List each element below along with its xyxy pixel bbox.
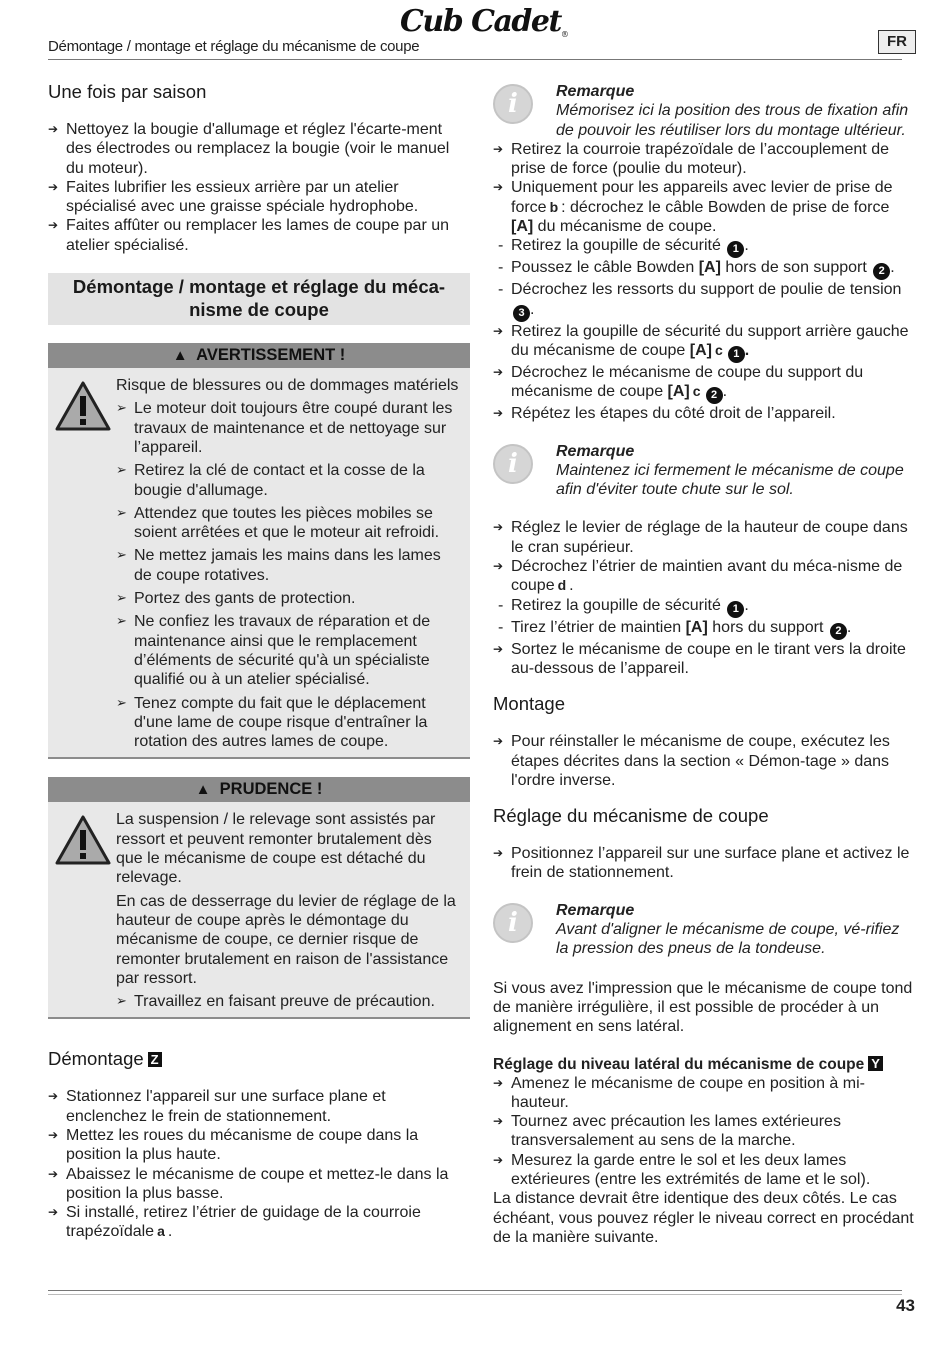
caution-text: La suspension / le relevage sont assistés par ressort et peuvent remonter brutalement dès que le mécanisme de coupe est détaché du relevage. bbox=[116, 811, 436, 887]
list-item: ➔ Décrochez l’étrier de maintien avant du méca-nisme de coupe d . bbox=[493, 557, 915, 596]
warning-item: ➢ Ne mettez jamais les mains dans les lames de coupe rotatives. bbox=[116, 546, 462, 585]
list-item: ➔ Répétez les étapes du côté droit de l’appareil. bbox=[493, 404, 915, 423]
warning-box bbox=[48, 343, 470, 759]
list-item: ➔ Retirez la courroie trapézoïdale de l’accouplement de prise de force (poulie du moteur). bbox=[493, 140, 915, 179]
list-item: ➔ Mesurez la garde entre le sol et les deux lames extérieures (entre les extrémités de lame et le sol). bbox=[493, 1151, 915, 1190]
list-item: ➔ Mettez les roues du mécanisme de coupe dans la position la plus haute. bbox=[48, 1126, 470, 1165]
figure-tag: d bbox=[557, 577, 567, 594]
lateral-title: Réglage du niveau latéral du mécanisme de coupe Y bbox=[493, 1055, 915, 1074]
list-item: ➔ Amenez le mécanisme de coupe en position à mi-hauteur. bbox=[493, 1074, 915, 1113]
warning-bar bbox=[48, 343, 470, 368]
warning-item: ➢ Ne confiez les travaux de réparation et de maintenance ainsi que le remplacement d’éléments de sécurité qu'à un spécialiste qualifié ou à un atelier spécialisé. bbox=[116, 612, 462, 689]
marker-1: 1 bbox=[727, 601, 744, 618]
info-icon: i bbox=[493, 444, 533, 484]
warning-intro: Risque de blessures ou de dommages matériels bbox=[116, 377, 459, 395]
paragraph: Si vous avez l'impression que le mécanisme de coupe tond de manière irrégulière, il est possible de procéder à un alignement en sens latéral. bbox=[493, 979, 913, 1036]
caution-label: PRUDENCE ! bbox=[219, 780, 323, 799]
caution-bar bbox=[48, 777, 470, 802]
marker-1: 1 bbox=[727, 241, 744, 258]
removal-title: Démontage Z bbox=[48, 1047, 470, 1071]
season-list bbox=[48, 120, 470, 255]
caution-item: ➢ Travaillez en faisant preuve de précaution. bbox=[116, 992, 462, 1011]
list-item: ➔ Réglez le levier de réglage de la hauteur de coupe dans le cran supérieur. bbox=[493, 518, 915, 557]
figure-letter-y: Y bbox=[868, 1056, 883, 1071]
paragraph: La distance devrait être identique des deux côtés. Le cas échéant, vous pouvez régler le niveau correct en procédant de la manière suivante. bbox=[493, 1190, 914, 1246]
list-item: ➔ Si installé, retirez l’étrier de guidage de la courroie trapézoïdale a . bbox=[48, 1203, 470, 1242]
info-icon: i bbox=[493, 84, 533, 124]
sub-item: - Poussez le câble Bowden [A] hors de son support 2 . bbox=[493, 258, 915, 280]
sub-item: - Tirez l’étrier de maintien [A] hors du support 2 . bbox=[493, 618, 915, 640]
sub-item: - Décrochez les ressorts du support de poulie de tension 3 . bbox=[493, 280, 915, 321]
footer-divider bbox=[48, 1290, 902, 1291]
warning-item: ➢ Retirez la clé de contact et la cosse de la bougie d'allumage. bbox=[116, 461, 462, 500]
caution-triangle-icon bbox=[54, 814, 112, 866]
note-title: Remarque bbox=[556, 83, 635, 100]
right-column bbox=[493, 78, 915, 1247]
warning-item: ➢ Le moteur doit toujours être coupé durant les travaux de maintenance et de nettoyage sur l’appareil. bbox=[116, 399, 462, 457]
list-item: ➔ Décrochez le mécanisme de coupe du support du mécanisme de coupe [A] c 2 . bbox=[493, 363, 915, 404]
list-item: ➔ Nettoyez la bougie d'allumage et réglez l'écarte-ment des électrodes ou remplacez la bougie (voir le manuel du moteur). bbox=[48, 120, 470, 178]
warning-triangle-icon bbox=[54, 380, 112, 432]
removal-steps bbox=[493, 140, 915, 424]
marker-3: 3 bbox=[513, 305, 530, 322]
warning-small-icon: ▲ bbox=[172, 347, 188, 365]
note-text: Maintenez ici fermement le mécanisme de coupe afin d'éviter toute chute sur le sol. bbox=[556, 461, 904, 499]
note-box bbox=[493, 442, 915, 500]
note-title: Remarque bbox=[556, 442, 635, 460]
figure-tag: c bbox=[715, 341, 723, 358]
list-item: ➔ Pour réinstaller le mécanisme de coupe, exécutez les étapes décrites dans la section « Démon-tage » dans l'ordre inverse. bbox=[493, 732, 915, 790]
warning-item: ➢ Tenez compte du fait que le déplacement d'une lame de coupe risque d'entraîner la rotation des autres lames de coupe. bbox=[116, 694, 462, 752]
section-label: Démontage / montage et réglage du mécanisme de coupe bbox=[48, 38, 420, 55]
list-item: ➔ Positionnez l’appareil sur une surface plane et activez le frein de stationnement. bbox=[493, 844, 915, 883]
adjust-title: Réglage du mécanisme de coupe bbox=[493, 805, 769, 827]
list-item: ➔ Uniquement pour les appareils avec levier de prise de force b : décrochez le câble Bowden de prise de force [A] du mécanisme de coupe. bbox=[493, 178, 915, 236]
note-box bbox=[493, 901, 915, 959]
header-divider bbox=[48, 59, 902, 60]
list-item: ➔ Retirez la goupille de sécurité du support arrière gauche du mécanisme de coupe [A] c 1 . bbox=[493, 322, 915, 363]
figure-tag: a bbox=[157, 1223, 165, 1240]
brand-logo: Cub Cadet® bbox=[400, 4, 568, 39]
mounting-title: Montage bbox=[493, 693, 565, 715]
sub-item: - Retirez la goupille de sécurité 1 . bbox=[493, 236, 915, 258]
warning-label: AVERTISSEMENT ! bbox=[196, 346, 346, 365]
season-title: Une fois par saison bbox=[48, 81, 207, 102]
list-item: ➔ Faites lubrifier les essieux arrière par un atelier spécialisé avec une graisse spéciale hydrophobe. bbox=[48, 178, 470, 217]
language-badge: FR bbox=[878, 30, 916, 54]
marker-2: 2 bbox=[706, 387, 723, 404]
info-icon: i bbox=[493, 903, 533, 943]
marker-2: 2 bbox=[830, 623, 847, 640]
lateral-list bbox=[493, 1074, 915, 1190]
marker-2: 2 bbox=[873, 263, 890, 280]
note-title: Remarque bbox=[556, 901, 635, 919]
list-item: ➔ Abaissez le mécanisme de coupe et mettez-le dans la position la plus basse. bbox=[48, 1165, 470, 1204]
footer-divider bbox=[48, 1294, 902, 1295]
figure-tag: b bbox=[549, 198, 559, 215]
warning-item: ➢ Portez des gants de protection. bbox=[116, 589, 462, 608]
caution-small-icon: ▲ bbox=[195, 781, 211, 799]
removal-list bbox=[48, 1087, 470, 1241]
marker-1: 1 bbox=[728, 346, 745, 363]
warning-item: ➢ Attendez que toutes les pièces mobiles se soient arrêtées et que le moteur ait refroidi. bbox=[116, 504, 462, 543]
list-item: ➔ Sortez le mécanisme de coupe en le tirant vers la droite au-dessous de l’appareil. bbox=[493, 640, 915, 679]
figure-letter-z: Z bbox=[148, 1052, 162, 1067]
list-item: ➔ Stationnez l'appareil sur une surface plane et enclenchez le frein de stationnement. bbox=[48, 1087, 470, 1126]
left-column bbox=[48, 78, 470, 1242]
removal-steps-2 bbox=[493, 518, 915, 678]
note-text: Avant d'aligner le mécanisme de coupe, vé-rifiez la pression des pneus de la tondeuse. bbox=[556, 921, 900, 958]
chapter-title: Démontage / montage et réglage du méca-nisme de coupe bbox=[48, 273, 470, 325]
caution-box bbox=[48, 777, 470, 1019]
note-box bbox=[493, 82, 915, 140]
figure-tag: c bbox=[692, 383, 701, 400]
note-text: Mémorisez ici la position des trous de fixation afin de pouvoir les réutiliser lors du montage ultérieur. bbox=[556, 102, 909, 139]
sub-item: - Retirez la goupille de sécurité 1 . bbox=[493, 596, 915, 618]
list-item: ➔ Faites affûter ou remplacer les lames de coupe par un atelier spécialisé. bbox=[48, 216, 470, 255]
page-number: 43 bbox=[896, 1296, 915, 1315]
list-item: ➔ Tournez avec précaution les lames extérieures transversalement au sens de la marche. bbox=[493, 1112, 915, 1151]
caution-text: En cas de desserrage du levier de réglage de la hauteur de coupe après le démontage du mécanisme de coupe, ce dernier risque de remonter brutalement en raison de l'assistance par ressort. bbox=[116, 892, 456, 987]
